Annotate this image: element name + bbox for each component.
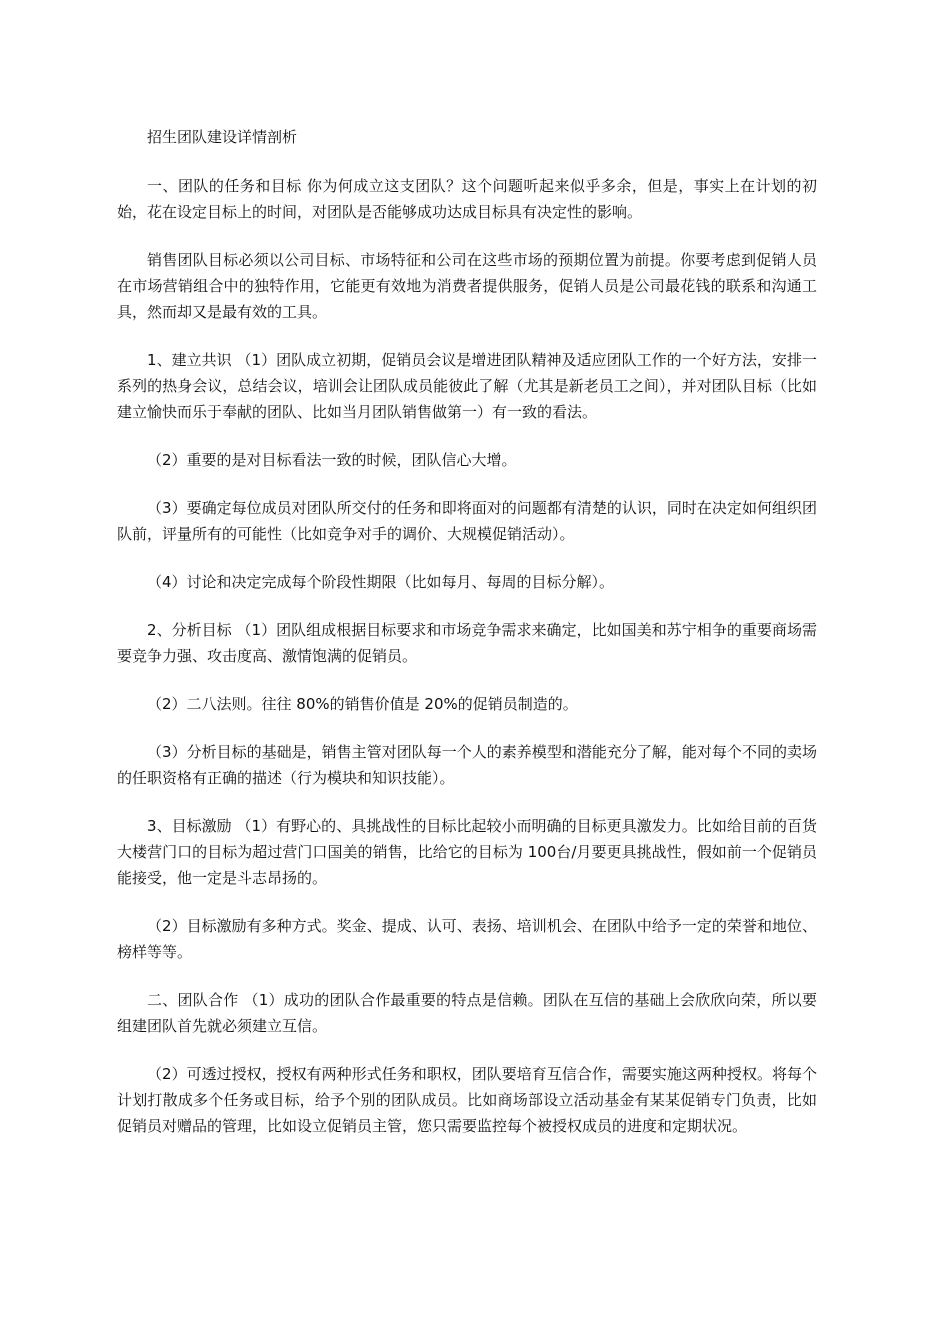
paragraph-sales-team-goals: 销售团队目标必须以公司目标、市场特征和公司在这些市场的预期位置为前提。你要考虑到促销人员在市场营销组合中的独特作用，它能更有效地为消费者提供服务，促销人员是公司最花钱的联系和沟通工具，然而却又是最有效的工具。: [117, 251, 817, 321]
paragraph-team-cooperation: 二、团队合作 （1）成功的团队合作最重要的特点是信赖。团队在互信的基础上会欣欣向荣，所以要组建团队首先就必须建立互信。: [117, 991, 817, 1035]
document-title: 招生团队建设详情剖析: [147, 128, 298, 146]
document-body: [117, 124, 817, 1161]
paragraph-consensus-2: （2）重要的是对目标看法一致的时候，团队信心大增。: [147, 451, 517, 469]
paragraph-team-goals: 一、团队的任务和目标 你为何成立这支团队？这个问题听起来似乎多余，但是，事实上在计划的初始，花在设定目标上的时间，对团队是否能够成功达成目标具有决定性的影响。: [117, 177, 817, 221]
paragraph-analyze-3: （3）分析目标的基础是，销售主管对团队每一个人的素养模型和潜能充分了解，能对每个不同的卖场的任职资格有正确的描述（行为模块和知识技能）。: [117, 743, 817, 787]
paragraph-goal-motivation: 3、目标激励 （1）有野心的、具挑战性的目标比起较小而明确的目标更具激发力。比如给目前的百货大楼营门口的目标为超过营门口国美的销售，比给它的目标为 100台/月要更具挑战性，假如前一个促销员能接受，他一定是斗志昂扬的。: [117, 817, 817, 887]
paragraph-cooperation-2: （2）可透过授权，授权有两种形式任务和职权，团队要培育互信合作，需要实施这两种授权。将每个计划打散成多个任务或目标，给予个别的团队成员。比如商场部设立活动基金有某某促销专门负责，比如促销员对赠品的管理，比如设立促销员主管，您只需要监控每个被授权成员的进度和定期状况。: [117, 1065, 817, 1135]
paragraph-consensus-4: （4）讨论和决定完成每个阶段性期限（比如每月、每周的目标分解）。: [147, 573, 615, 591]
paragraph-analyze-goals: 2、分析目标 （1）团队组成根据目标要求和市场竞争需求来确定，比如国美和苏宁相争的重要商场需要竞争力强、攻击度高、激情饱满的促销员。: [117, 621, 817, 665]
paragraph-consensus-3: （3）要确定每位成员对团队所交付的任务和即将面对的问题都有清楚的认识，同时在决定如何组织团队前，评量所有的可能性（比如竞争对手的调价、大规模促销活动）。: [117, 499, 817, 543]
paragraph-analyze-2: （2）二八法则。往往 80%的销售价值是 20%的促销员制造的。: [147, 695, 578, 713]
paragraph-build-consensus: 1、建立共识 （1）团队成立初期，促销员会议是增进团队精神及适应团队工作的一个好方法，安排一系列的热身会议，总结会议，培训会让团队成员能彼此了解（尤其是新老员工之间），并对团队目标（比如建立愉快而乐于奉献的团队、比如当月团队销售做第一）有一致的看法。: [117, 351, 817, 421]
paragraph-motivation-2: （2）目标激励有多种方式。奖金、提成、认可、表扬、培训机会、在团队中给予一定的荣誉和地位、榜样等等。: [117, 917, 817, 961]
